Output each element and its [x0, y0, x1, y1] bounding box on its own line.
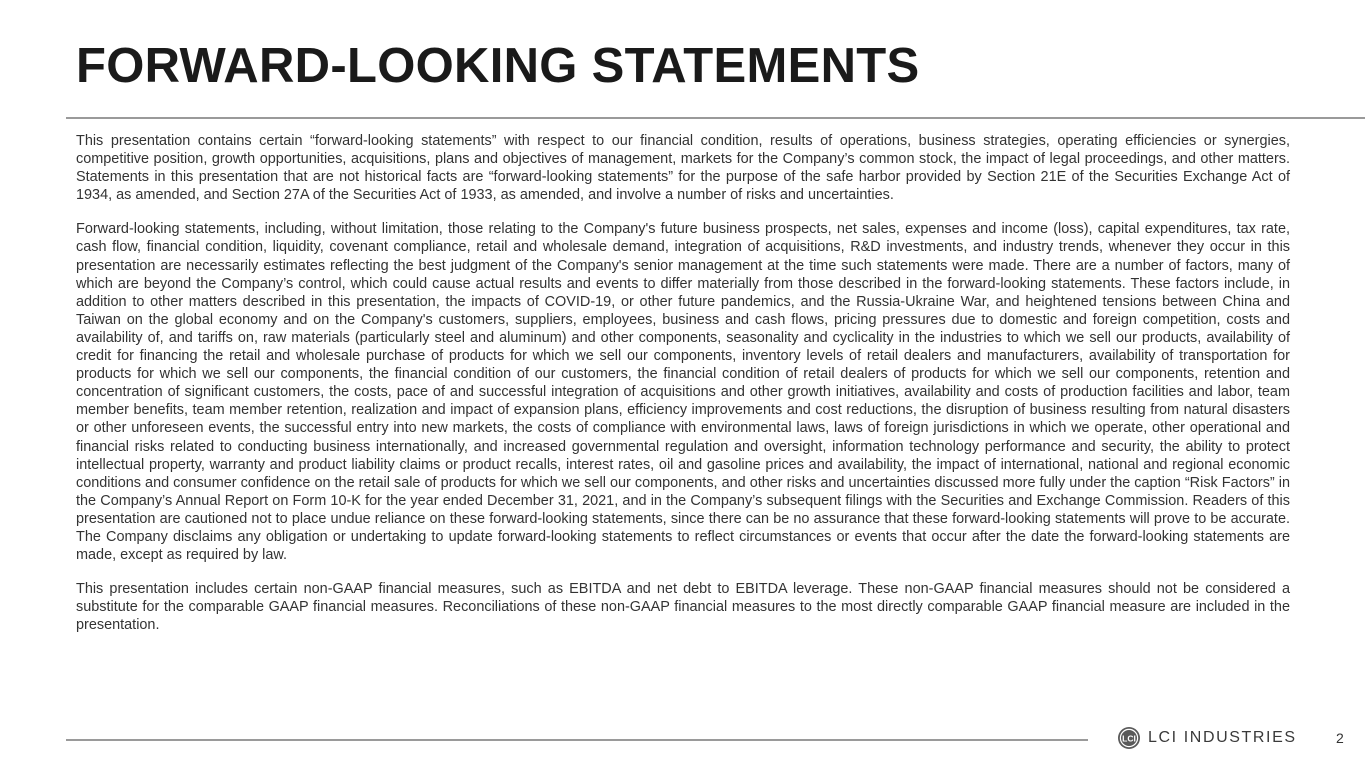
logo-wordmark: LCI INDUSTRIES: [1148, 729, 1297, 746]
company-logo: [1117, 725, 1297, 751]
paragraph-safe-harbor: This presentation contains certain “forward-looking statements” with respect to our financial condition, results of operations, business strategies, operating efficiencies or synergies, competitive position, growth opportunities, acquisitions, plans and objectives of management, markets for the Company’s common stock, the impact of legal proceedings, and other matters. Statements in this presentation that are not historical facts are “forward-looking statements” for the purpose of the safe harbor provided by Section 21E of the Securities Exchange Act of 1934, as amended, and Section 27A of the Securities Act of 1933, as amended, and involve a number of risks and uncertainties.: [76, 133, 1290, 204]
statement-body: [76, 132, 1290, 650]
page-title: FORWARD-LOOKING STATEMENTS: [76, 39, 920, 93]
lci-logo-icon: [1117, 726, 1141, 750]
paragraph-non-gaap: This presentation includes certain non-GAAP financial measures, such as EBITDA and net debt to EBITDA leverage. These non-GAAP financial measures should not be considered a substitute for the comparable GAAP financial measures. Reconciliations of these non-GAAP financial measures to the most directly comparable GAAP financial measure are included in the presentation.: [76, 581, 1290, 634]
page-number: 2: [1336, 730, 1344, 746]
title-divider: [66, 117, 1365, 119]
footer-divider: [66, 739, 1088, 741]
logo-mark-lettering: LCI: [1122, 733, 1136, 744]
paragraph-risk-factors: Forward-looking statements, including, without limitation, those relating to the Company's future business prospects, net sales, expenses and income (loss), capital expenditures, tax rate, cash flow, financial condition, liquidity, covenant compliance, retail and wholesale demand, integration of acquisitions, R&D investments, and industry trends, whenever they occur in this presentation are necessarily estimates reflecting the best judgment of the Company's senior management at the time such statements were made. There are a number of factors, many of which are beyond the Company’s control, which could cause actual results and events to differ materially from those described in the forward-looking statements. These factors include, in addition to other matters described in this presentation, the impacts of COVID-19, or other future pandemics, and the Russia-Ukraine War, and heightened tensions between China and Taiwan on the global economy and on the Company's customers, suppliers, employees, business and cash flows, pricing pressures due to domestic and foreign competition, costs and availability of, and tariffs on, raw materials (particularly steel and aluminum) and other components, seasonality and cyclicality in the industries to which we sell our products, availability of credit for financing the retail and wholesale purchase of products for which we sell our components, inventory levels of retail dealers and manufacturers, availability of transportation for products for which we sell our components, the financial condition of our customers, the financial condition of retail dealers of products for which we sell our components, retention and concentration of significant customers, the costs, pace of and successful integration of acquisitions and other growth initiatives, availability and costs of production facilities and labor, team member benefits, team member retention, realization and impact of expansion plans, efficiency improvements and cost reductions, the disruption of business resulting from natural disasters or other unforeseen events, the successful entry into new markets, the costs of compliance with environmental laws, laws of foreign jurisdictions in which we operate, other operational and financial risks related to conducting business internationally, and increased governmental regulation and oversight, information technology performance and security, the ability to protect intellectual property, warranty and product liability claims or product recalls, interest rates, oil and gasoline prices and availability, the impact of international, national and regional economic conditions and consumer confidence on the retail sale of products for which we sell our components, and other risks and uncertainties discussed more fully under the caption “Risk Factors” in the Company’s Annual Report on Form 10-K for the year ended December 31, 2021, and in the Company’s subsequent filings with the Securities and Exchange Commission. Readers of this presentation are cautioned not to place undue reliance on these forward-looking statements, since there can be no assurance that these forward-looking statements will prove to be accurate. The Company disclaims any obligation or undertaking to update forward-looking statements to reflect circumstances or events that occur after the date the forward-looking statements are made, except as required by law.: [76, 221, 1290, 564]
